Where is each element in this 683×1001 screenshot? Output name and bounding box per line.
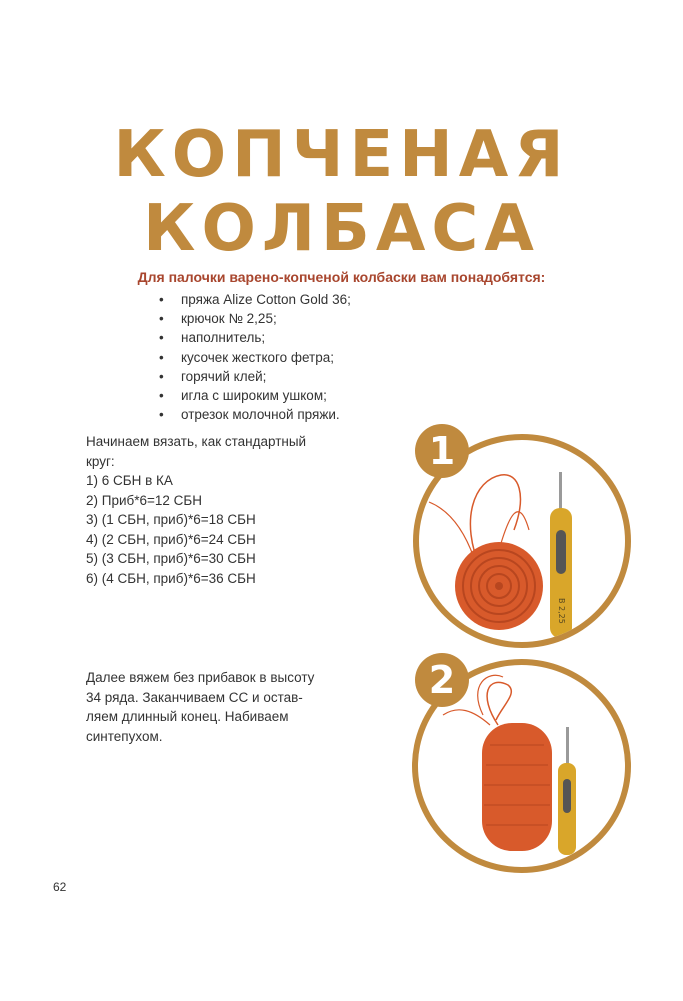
list-item: • игла с широким ушком;	[155, 386, 351, 405]
text-line: 3) (1 СБН, приб)*6=18 СБН	[86, 512, 256, 527]
list-item: • кусочек жесткого фетра;	[155, 348, 351, 367]
text-line: 6) (4 СБН, приб)*6=36 СБН	[86, 570, 256, 586]
text-line: 2) Приб*6=12 СБН	[86, 492, 203, 508]
step-2-badge: 2	[415, 653, 469, 707]
step-2-text	[86, 668, 356, 746]
materials-list	[155, 290, 351, 424]
text-line: ляем длинный конец. Набиваем	[86, 709, 289, 724]
page-title-line2: КОЛБАСА	[143, 192, 540, 266]
step-1-text	[86, 432, 356, 588]
text-line: синтепухом.	[86, 728, 163, 744]
list-item: • крючок № 2,25;	[155, 309, 351, 328]
step-1-badge: 1	[415, 424, 469, 478]
page-number: 62	[53, 880, 67, 894]
text-line: круг:	[86, 453, 115, 469]
list-item: • наполнитель;	[155, 328, 351, 347]
page-title-line1: КОПЧЕНАЯ	[113, 118, 570, 192]
text-line: 5) (3 СБН, приб)*6=30 СБН	[86, 551, 256, 566]
hook-size-label: B 2,25	[557, 598, 566, 624]
text-line: 4) (2 СБН, приб)*6=24 СБН	[86, 531, 256, 547]
list-item: • пряжа Alize Cotton Gold 36;	[155, 290, 351, 309]
list-item: • отрезок молочной пряжи.	[155, 405, 351, 424]
text-line: 34 ряда. Заканчиваем СС и остав-	[86, 689, 303, 705]
materials-heading: Для палочки варено-копченой колбаски вам понадобятся:	[137, 269, 546, 285]
text-line: Начинаем вязать, как стандартный	[86, 434, 307, 449]
text-line: 1) 6 СБН в КА	[86, 473, 173, 488]
list-item: • горячий клей;	[155, 367, 351, 386]
text-line: Далее вяжем без прибавок в высоту	[86, 670, 315, 685]
